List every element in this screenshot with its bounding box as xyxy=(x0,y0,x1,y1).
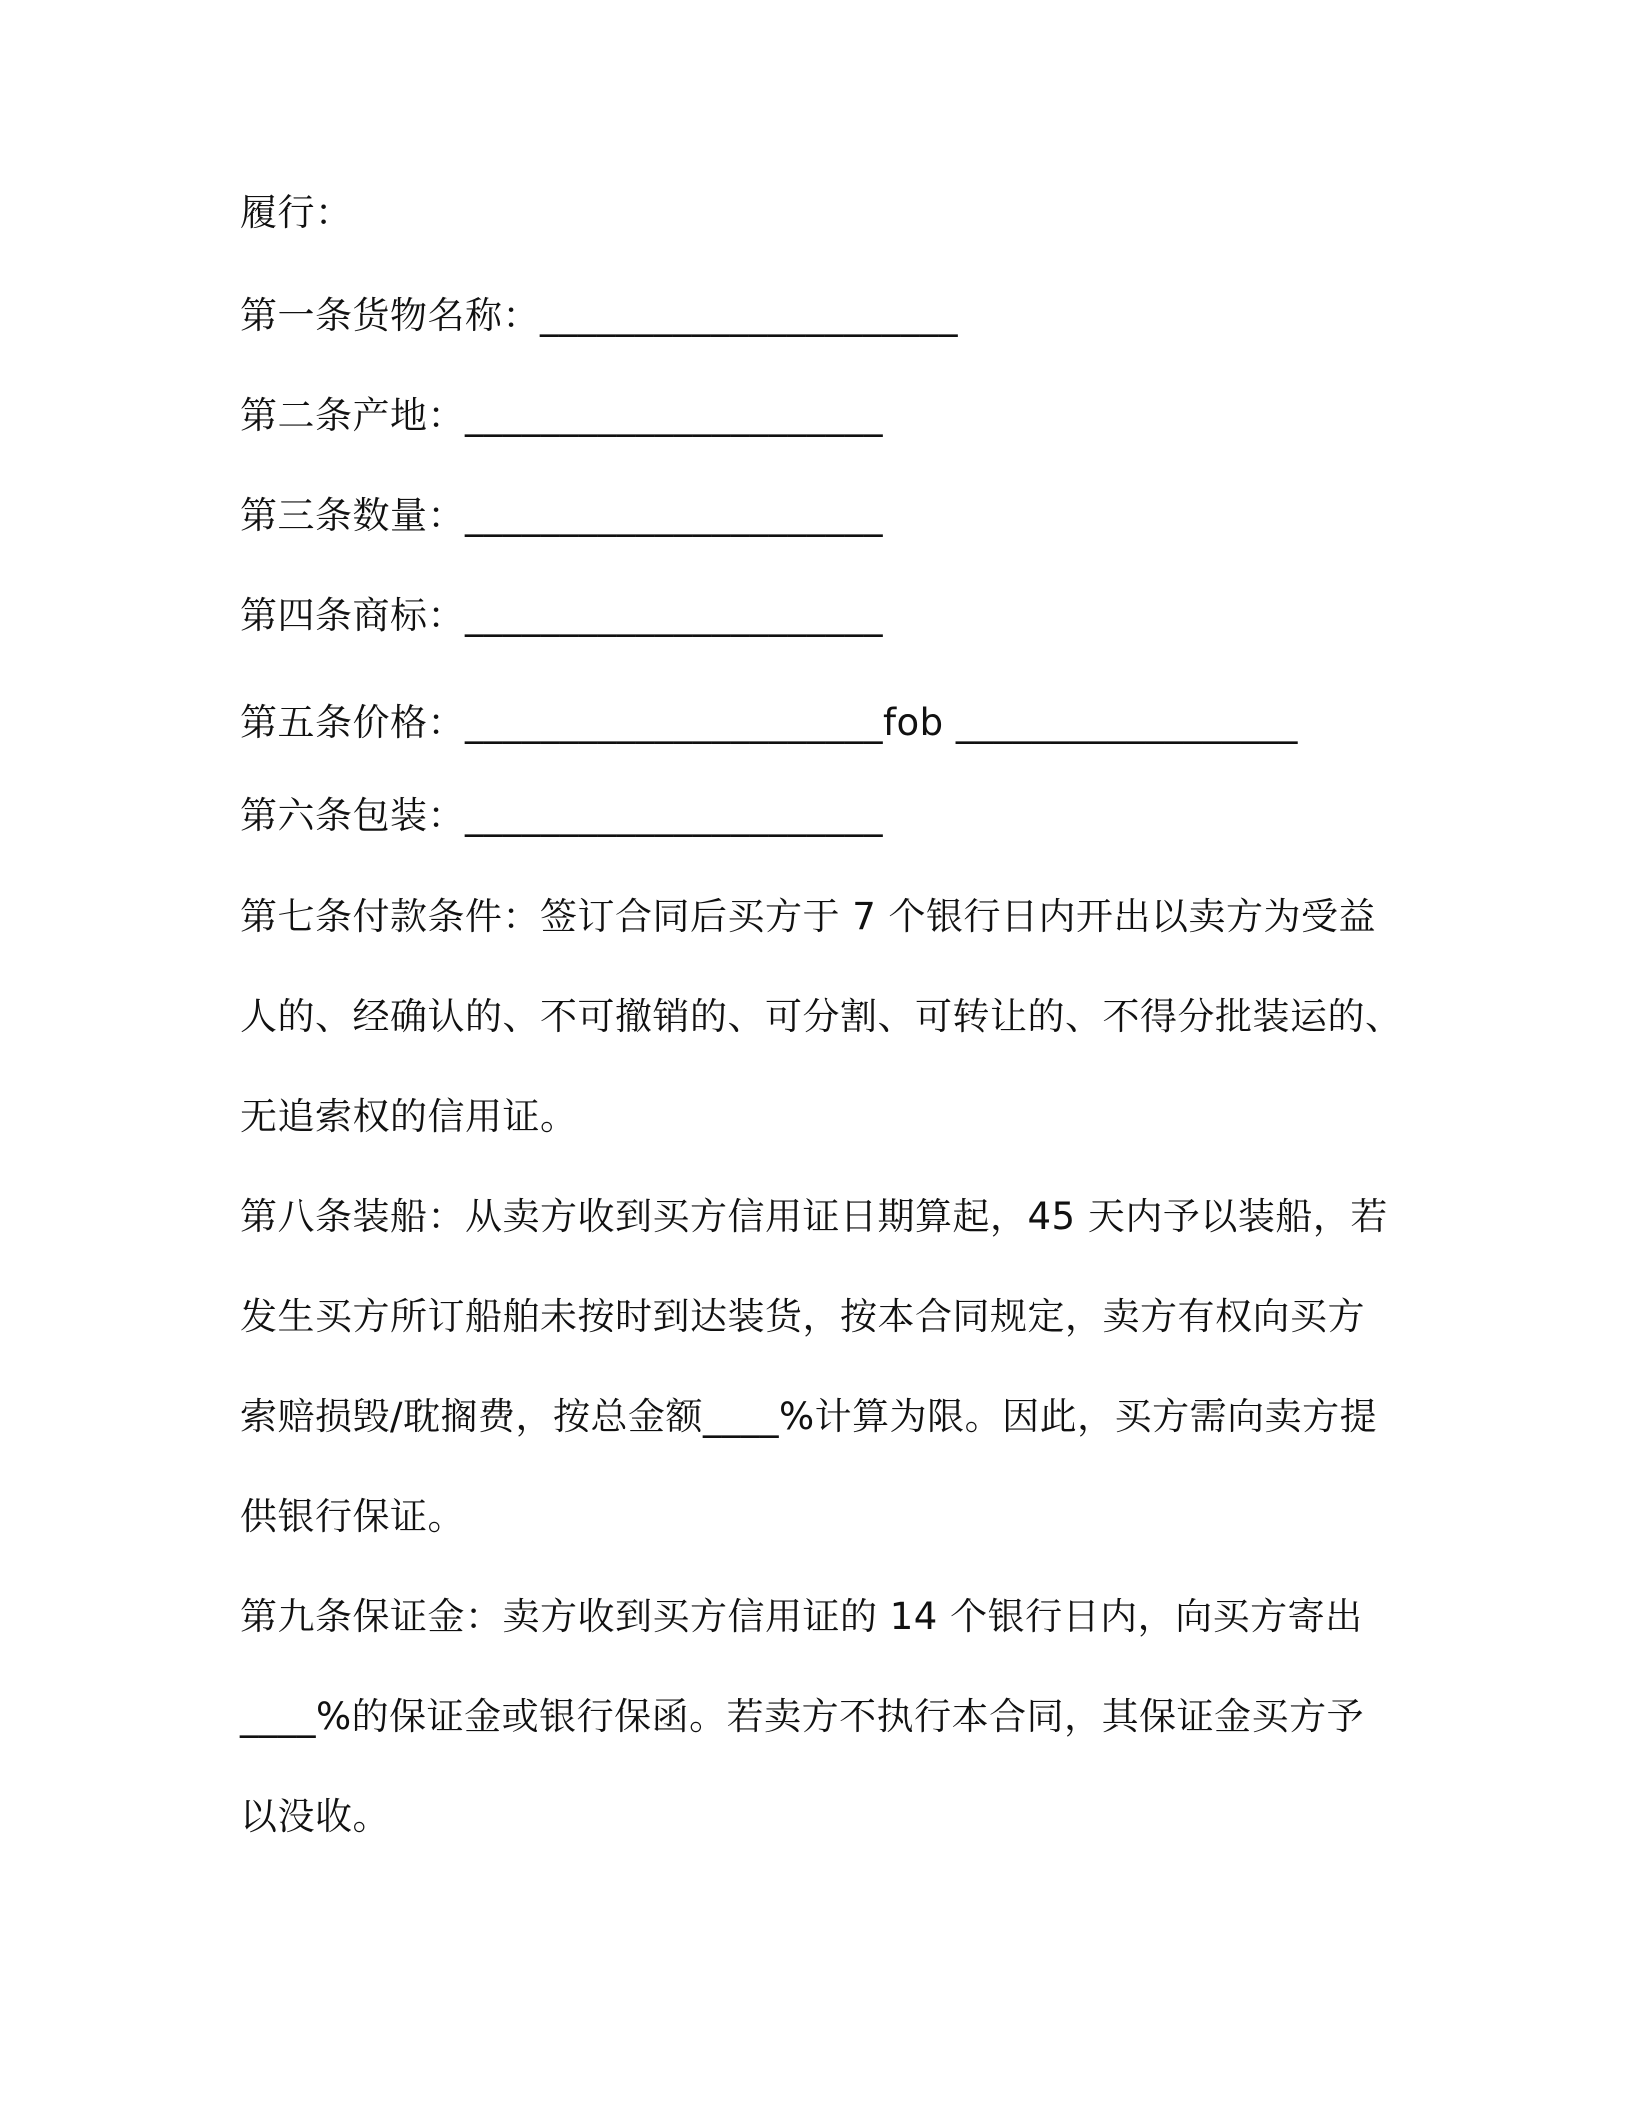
clause-9-deposit-line-3: 以没收。 xyxy=(240,1795,390,1838)
clause-3-quantity: 第三条数量：______________________ xyxy=(240,494,883,537)
clause-7-payment-line-2: 人的、经确认的、不可撤销的、可分割、可转让的、不得分批装运的、 xyxy=(240,995,1403,1038)
clause-4-trademark: 第四条商标：______________________ xyxy=(240,594,883,637)
clause-7-payment-line-1: 第七条付款条件：签订合同后买方于 7 个银行日内开出以卖方为受益 xyxy=(240,895,1377,938)
clause-9-deposit-line-1: 第九条保证金：卖方收到买方信用证的 14 个银行日内，向买方寄出 xyxy=(240,1595,1363,1638)
clause-5-price: 第五条价格：______________________fob __________________ xyxy=(240,701,1298,744)
heading-performance: 履行： xyxy=(240,191,353,234)
clause-8-shipment-line-3: 索赔损毁/耽搁费，按总金额____%计算为限。因此，买方需向卖方提 xyxy=(240,1395,1378,1438)
clause-8-shipment-line-4: 供银行保证。 xyxy=(240,1495,465,1538)
clause-6-packaging: 第六条包装：______________________ xyxy=(240,794,883,837)
clause-7-payment-line-3: 无追索权的信用证。 xyxy=(240,1095,578,1138)
clause-8-shipment-line-1: 第八条装船：从卖方收到买方信用证日期算起，45 天内予以装船，若 xyxy=(240,1195,1388,1238)
clause-8-shipment-line-2: 发生买方所订船舶未按时到达装货，按本合同规定，卖方有权向买方 xyxy=(240,1295,1365,1338)
clause-9-deposit-line-2: ____%的保证金或银行保函。若卖方不执行本合同，其保证金买方予 xyxy=(240,1695,1365,1738)
clause-1-goods-name: 第一条货物名称：______________________ xyxy=(240,294,958,337)
clause-2-origin: 第二条产地：______________________ xyxy=(240,394,883,437)
